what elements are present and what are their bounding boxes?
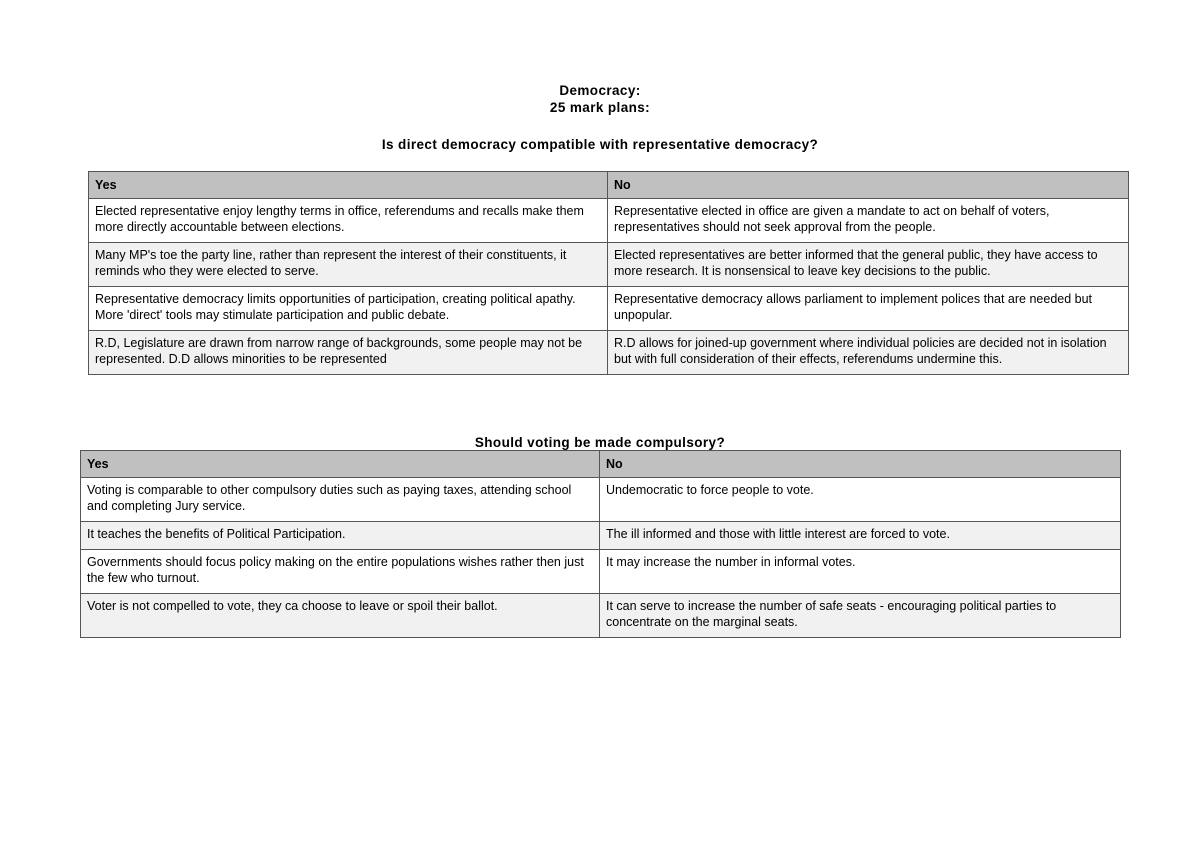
no-cell: It can serve to increase the number of safe seats - encouraging political parties to concentrate on the marginal seats. [600, 594, 1121, 638]
column-header-yes: Yes [89, 172, 608, 199]
no-cell: Undemocratic to force people to vote. [600, 478, 1121, 522]
table-row [89, 331, 1129, 375]
plan-table-direct-democracy [88, 171, 1129, 375]
yes-cell: Voting is comparable to other compulsory duties such as paying taxes, attending school and completing Jury service. [81, 478, 600, 522]
yes-cell: Voter is not compelled to vote, they ca choose to leave or spoil their ballot. [81, 594, 600, 638]
column-header-no: No [600, 451, 1121, 478]
no-cell: It may increase the number in informal votes. [600, 550, 1121, 594]
no-cell: Representative elected in office are given a mandate to act on behalf of voters, representatives should not seek approval from the people. [608, 199, 1129, 243]
yes-cell: R.D, Legislature are drawn from narrow range of backgrounds, some people may not be represented. D.D allows minorities to be represented [89, 331, 608, 375]
document-subtitle: 25 mark plans: [549, 100, 651, 115]
yes-cell: Many MP's toe the party line, rather than represent the interest of their constituents, it reminds who they were elected to serve. [89, 243, 608, 287]
yes-cell: Elected representative enjoy lengthy terms in office, referendums and recalls make them more directly accountable between elections. [89, 199, 608, 243]
question-heading-compulsory-voting: Should voting be made compulsory? [474, 435, 726, 450]
table-header-row [81, 451, 1121, 478]
no-cell: Representative democracy allows parliament to implement polices that are needed but unpopular. [608, 287, 1129, 331]
document-title: Democracy: [559, 83, 641, 98]
no-cell: R.D allows for joined-up government where individual policies are decided not in isolation but with full consideration of their effects, referendums undermine this. [608, 331, 1129, 375]
table-row [81, 478, 1121, 522]
table-row [81, 550, 1121, 594]
table-row [89, 199, 1129, 243]
table-row [89, 287, 1129, 331]
table-row [81, 594, 1121, 638]
column-header-no: No [608, 172, 1129, 199]
table-row [81, 522, 1121, 550]
table-row [89, 243, 1129, 287]
no-cell: Elected representatives are better informed that the general public, they have access to more research. It is nonsensical to leave key decisions to the public. [608, 243, 1129, 287]
table-header-row [89, 172, 1129, 199]
column-header-yes: Yes [81, 451, 600, 478]
yes-cell: It teaches the benefits of Political Participation. [81, 522, 600, 550]
yes-cell: Governments should focus policy making on the entire populations wishes rather then just the few who turnout. [81, 550, 600, 594]
question-heading-direct-democracy: Is direct democracy compatible with representative democracy? [381, 137, 819, 152]
plan-table-compulsory-voting [80, 450, 1121, 638]
no-cell: The ill informed and those with little interest are forced to vote. [600, 522, 1121, 550]
yes-cell: Representative democracy limits opportunities of participation, creating political apathy. More 'direct' tools may stimulate participation and public debate. [89, 287, 608, 331]
